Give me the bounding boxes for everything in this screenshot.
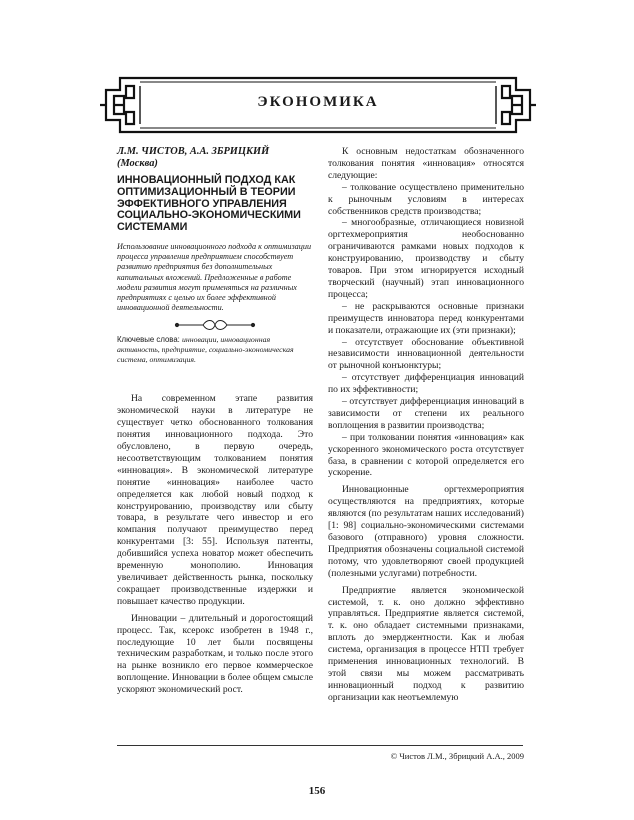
article-title: ИННОВАЦИОННЫЙ ПОДХОД КАК ОПТИМИЗАЦИОННЫЙ В ТЕОРИИ ЭФФЕКТИВНОГО УПРАВЛЕНИЯ СОЦИАЛЬНО-ЭКОНОМИЧЕСКИМИ СИСТЕМАМИ — [117, 174, 301, 234]
right-paragraph: – многообразные, отличающиеся новизной оргтехмероприятия необоснованно ограничиваются рамками новых подходов к конструированию, производству и сбыту товаров. При этом игнорируется исходный творческий (научный) этап инновационного процесса; — [328, 217, 524, 300]
keywords-label: Ключевые слова: — [117, 335, 180, 345]
footer-rule — [117, 745, 523, 746]
right-paragraph: – не раскрываются основные признаки преимуществ инноватора перед конкурентами и показатели, отражающие их (эти признаки); — [328, 300, 524, 336]
article-abstract: Использование инновационного подхода к оптимизации процесса управления предприятием способствует развитию предприятия без дополнительных капитальных вложений. Предложенные в работе модели развития могут применяться на различных предприятиях с целью их более эффективной инновационной деятельности. — [117, 241, 312, 313]
divider-ornament — [117, 317, 313, 333]
section-header — [98, 72, 538, 138]
right-paragraph: К основным недостаткам обозначенного толкования понятия «инновация» относятся следующие: — [328, 146, 524, 181]
ornament-divider-icon — [117, 317, 313, 333]
article-keywords — [117, 335, 313, 365]
right-paragraph: – при толковании понятия «инновация» как ускоренного экономического роста отсутствует база, в сравнении с которой определяется его ускорение. — [328, 431, 524, 479]
left-paragraph: Инновации – длительный и дорогостоящий процесс. Так, ксерокс изобретен в 1948 г., последующие 10 лет были посвящены техническим разработкам, и только после этого на рынке возникло его первое коммерческое воплощение. Инновации в более общем смысле ускоряют экономический рост. — [117, 612, 313, 696]
section-title: ЭКОНОМИКА — [257, 94, 379, 110]
right-paragraph: Инновационные оргтехмероприятия осуществляются на предприятиях, которые являются (по результатам наших исследований) [1: 98] социально-экономическими системами базового (отправного) уровня сложности. Предприятия обозначены социальной системой потому, что удовлетворяют своей продукцией (полезными услугами) потребности. — [328, 484, 524, 579]
article-location: (Москва) — [117, 158, 158, 169]
left-column — [117, 146, 313, 696]
right-paragraph: – отсутствует дифференциация инноваций по их эффективности; — [328, 372, 524, 396]
right-paragraph: Предприятие является экономической системой, т. к. оно должно эффективно управляться. Предприятие является системой, т. к. оно обладает системными признаками, вплоть до эмерджентности. Как и любая система, организация в процессе НТП требует применения инновационных технологий. В этой связи мы можем рассматривать инновационный подход к развитию организации как неотъемлемую — [328, 584, 524, 703]
left-paragraph: На современном этапе развития экономической науки в литературе не существует четко обоснованного толкования понятия инновационного подхода. Это обусловлено, в первую очередь, несоответствующим толкованием понятия «инновация». В экономической литературе понятие «инновация» наиболее часто определяется как любой новый подход к конструированию, производству или сбыту товара, в результате чего инвестор и его компания получают преимущество перед конкурентами [3: 55]. Используя патенты, добившийся успеха новатор может обеспечить временную монополию. Инновация увеличивает действенность рынка, поскольку сокращает производственные издержки и повышает качество продукции. — [117, 393, 313, 607]
right-column — [328, 146, 524, 704]
copyright-notice: © Чистов Л.М., Збрицкий А.А., 2009 — [390, 751, 524, 761]
article-authors: Л.М. ЧИСТОВ, А.А. ЗБРИЦКИЙ — [117, 146, 270, 157]
page-number: 156 — [308, 785, 326, 797]
right-paragraph: – отсутствует обоснование объективной независимости инновационной деятельности от рыночной конъюнктуры; — [328, 336, 524, 372]
right-paragraph: – толкование осуществлено применительно к рыночным условиям в интересах собственников средств производства; — [328, 181, 524, 217]
right-paragraph: – отсутствует дифференциация инноваций в зависимости от степени их реального воплощения в развитии производства; — [328, 396, 524, 431]
keywords-values: инновации, инновационная активность, предприятие, социально-экономическая система, оптимизация. — [117, 335, 294, 365]
